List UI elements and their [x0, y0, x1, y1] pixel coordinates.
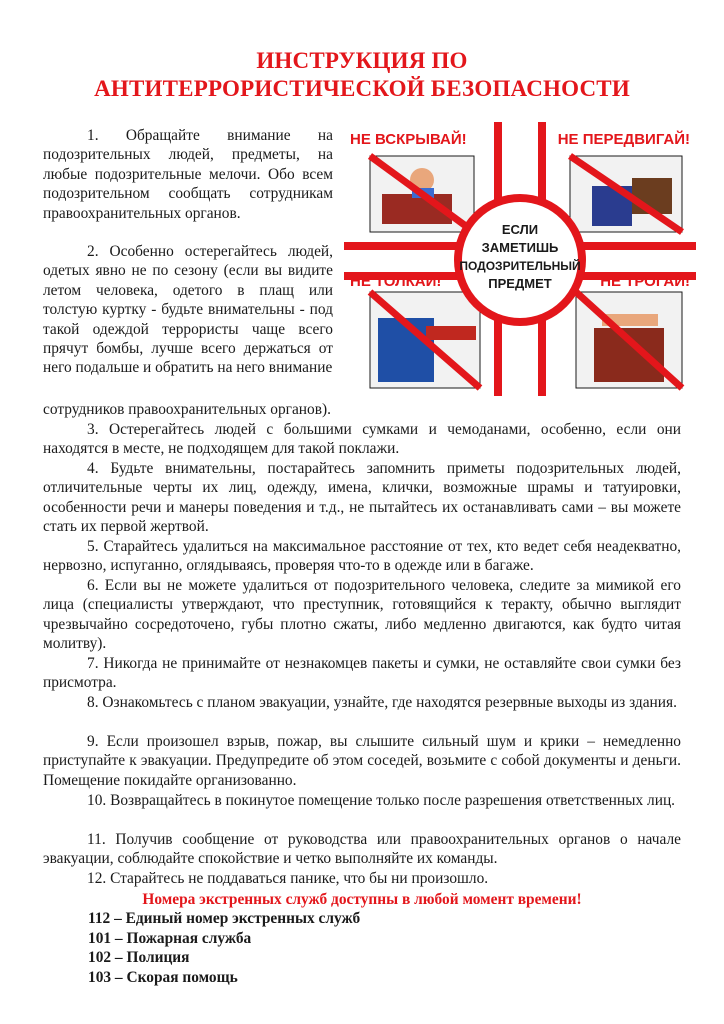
panel-do-not-open — [370, 156, 474, 232]
poster-label-bottom-left: НЕ ТОЛКАЙ! — [350, 273, 442, 290]
emergency-heading: Номера экстренных служб доступны в любой момент времени! — [142, 891, 582, 908]
paragraph-4: 4. Будьте внимательны, постарайтесь запомнить приметы подозрительных людей, отличительные черты их лиц, одежду, имена, клички, возможные шрамы и татуировки, особенности речи и манеры поведения и т.д., не пытайтесь их останавливать сами – вы можете стать их первой жертвой. — [43, 460, 681, 536]
poster-label-top-left: НЕ ВСКРЫВАЙ! — [350, 131, 467, 148]
paragraph-2: 2. Особенно остерегайтесь людей, одетых явно не по сезону (если вы видите летом человека, одетого в плащ или толстую куртку - будьте внимательны - под такой одеждой террористы чаще всего прячут бомбы, лучше всего держаться от него подальше и обратить на него внимание — [43, 243, 333, 377]
suspicious-item-poster — [344, 122, 696, 396]
panel-do-not-move — [570, 156, 682, 232]
poster-center-line3: ПОДОЗРИТЕЛЬНЫЙ — [459, 259, 581, 273]
paragraph-3: 3. Остерегайтесь людей с большими сумками и чемоданами, особенно, если они находятся в месте, не подходящем для такой поклажи. — [43, 421, 681, 458]
paragraph-5: 5. Старайтесь удалиться на максимальное расстояние от тех, кто ведет себя неадекватно, нервозно, испуганно, оглядываясь, проверяя что-то в одежде или в багаже. — [43, 538, 681, 575]
poster-center-line2: ЗАМЕТИШЬ — [481, 240, 559, 255]
poster-label-bottom-right: НЕ ТРОГАЙ! — [600, 273, 690, 290]
poster-label-top-right: НЕ ПЕРЕДВИГАЙ! — [557, 131, 690, 148]
emergency-number-101: 101 – Пожарная служба — [88, 930, 252, 947]
panel-do-not-touch — [576, 292, 682, 388]
paragraph-10: 10. Возвращайтесь в покинутое помещение только после разрешения ответственных лиц. — [87, 792, 676, 809]
page-title-line1: ИНСТРУКЦИЯ ПО — [256, 48, 468, 73]
page-title-line2: АНТИТЕРРОРИСТИЧЕСКОЙ БЕЗОПАСНОСТИ — [94, 76, 630, 101]
paragraph-1: 1. Обращайте внимание на подозрительных людей, предметы, на любые подозрительные мелочи. Обо всем подозрительном сообщать сотрудникам правоохранительных органов. — [43, 127, 333, 222]
paragraph-6: 6. Если вы не можете удалиться от подозрительного человека, следите за мимикой его лица (специалисты утверждают, что преступник, готовящийся к теракту, обычно выглядит чрезвычайно сосредоточено, губы плотно сжаты, либо медленно двигаются, как будто читая молитву). — [43, 577, 681, 653]
poster-illustration — [344, 122, 696, 396]
emergency-number-102: 102 – Полиция — [88, 949, 190, 966]
panel-do-not-push — [370, 292, 480, 388]
paragraph-11: 11. Получив сообщение от руководства или правоохранительных органов о начале эвакуации, соблюдайте спокойствие и четко выполняйте их команды. — [43, 831, 681, 868]
paragraph-12: 12. Старайтесь не поддаваться панике, что бы ни произошло. — [87, 870, 489, 887]
paragraph-7: 7. Никогда не принимайте от незнакомцев пакеты и сумки, не оставляйте свои сумки без присмотра. — [43, 655, 681, 692]
emergency-number-112: 112 – Единый номер экстренных служб — [88, 910, 361, 927]
poster-center-line4: ПРЕДМЕТ — [488, 276, 552, 291]
poster-center-line1: ЕСЛИ — [501, 222, 539, 237]
paragraph-9: 9. Если произошел взрыв, пожар, вы слышите сильный шум и крики – немедленно приступайте к эвакуации. Предупредите об этом соседей, возьмите с собой документы и деньги. Помещение покидайте организованно. — [43, 733, 681, 789]
emergency-number-103: 103 – Скорая помощь — [88, 969, 238, 986]
paragraph-2-end: сотрудников правоохранительных органов). — [43, 401, 331, 418]
paragraph-8: 8. Ознакомьтесь с планом эвакуации, узнайте, где находятся резервные выходы из здания. — [87, 694, 677, 711]
